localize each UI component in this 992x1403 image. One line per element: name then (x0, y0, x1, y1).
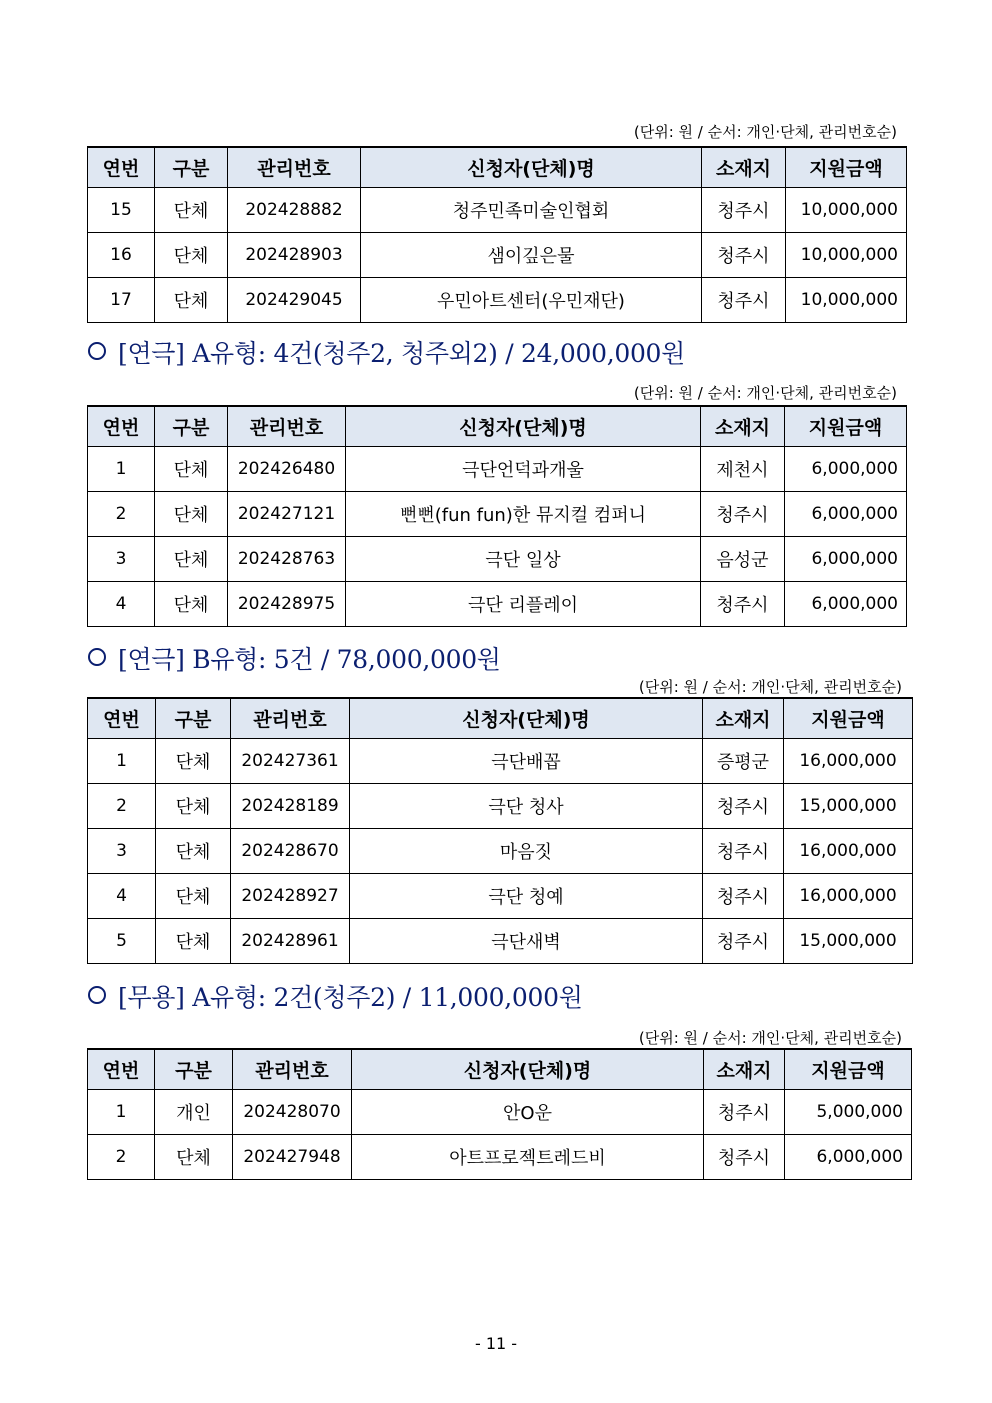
table-row (88, 1134, 912, 1179)
cell-location: 청주시 (703, 873, 784, 918)
cell-amount: 16,000,000 (784, 738, 913, 783)
col-header-no: 연번 (88, 1049, 155, 1089)
page-number: - 11 - (474, 1334, 518, 1353)
cell-amount: 15,000,000 (784, 783, 913, 828)
cell-type: 개인 (155, 1089, 233, 1134)
table-row (88, 536, 907, 581)
col-header-no: 연번 (88, 698, 156, 738)
cell-location: 음성군 (701, 536, 785, 581)
col-header-location: 소재지 (703, 698, 784, 738)
cell-id: 202428961 (231, 918, 350, 963)
cell-amount: 6,000,000 (785, 491, 907, 536)
cell-name: 마음짓 (350, 828, 703, 873)
cell-name: 극단 청예 (350, 873, 703, 918)
cell-no: 2 (88, 1134, 155, 1179)
cell-no: 1 (88, 1089, 155, 1134)
cell-amount: 6,000,000 (785, 536, 907, 581)
cell-name: 극단 청사 (350, 783, 703, 828)
cell-name: 안O운 (352, 1089, 704, 1134)
unit-note: (단위: 원 / 순서: 개인·단체, 관리번호순) (633, 123, 897, 141)
col-header-id: 관리번호 (228, 406, 346, 446)
unit-note: (단위: 원 / 순서: 개인·단체, 관리번호순) (638, 678, 902, 696)
cell-id: 202428763 (228, 536, 346, 581)
cell-location: 증평군 (703, 738, 784, 783)
support-table-theater-a (87, 405, 907, 627)
table-header-row (88, 698, 913, 738)
table-row (88, 1089, 912, 1134)
section-heading-theater-a (88, 334, 685, 370)
col-header-location: 소재지 (702, 147, 786, 187)
cell-location: 청주시 (704, 1089, 785, 1134)
cell-id: 202428189 (231, 783, 350, 828)
cell-no: 3 (88, 828, 156, 873)
table-header-row (88, 1049, 912, 1089)
cell-no: 1 (88, 738, 156, 783)
cell-name: 뻔뻔(fun fun)한 뮤지컬 컴퍼니 (346, 491, 701, 536)
cell-type: 단체 (155, 232, 228, 277)
cell-no: 2 (88, 783, 156, 828)
cell-name: 극단언덕과개울 (346, 446, 701, 491)
circle-bullet-icon (88, 648, 106, 666)
cell-amount: 16,000,000 (784, 828, 913, 873)
cell-location: 청주시 (701, 491, 785, 536)
cell-no: 3 (88, 536, 155, 581)
cell-type: 단체 (155, 581, 228, 626)
col-header-amount: 지원금액 (785, 1049, 912, 1089)
cell-name: 극단배꼽 (350, 738, 703, 783)
cell-amount: 6,000,000 (785, 581, 907, 626)
cell-amount: 5,000,000 (785, 1089, 912, 1134)
col-header-id: 관리번호 (233, 1049, 352, 1089)
cell-id: 202429045 (228, 277, 361, 322)
col-header-no: 연번 (88, 147, 155, 187)
col-header-name: 신청자(단체)명 (350, 698, 703, 738)
cell-type: 단체 (156, 873, 231, 918)
col-header-name: 신청자(단체)명 (346, 406, 701, 446)
cell-amount: 6,000,000 (785, 1134, 912, 1179)
cell-id: 202428927 (231, 873, 350, 918)
cell-no: 16 (88, 232, 155, 277)
table-row (88, 491, 907, 536)
cell-id: 202428975 (228, 581, 346, 626)
cell-id: 202426480 (228, 446, 346, 491)
cell-location: 제천시 (701, 446, 785, 491)
cell-amount: 10,000,000 (786, 232, 907, 277)
cell-type: 단체 (155, 491, 228, 536)
section-heading-text: [연극] B유형: 5건 / 78,000,000원 (118, 645, 501, 674)
table-row (88, 918, 913, 963)
cell-name: 샘이깊은물 (361, 232, 702, 277)
cell-location: 청주시 (704, 1134, 785, 1179)
section-heading-theater-b (88, 640, 501, 676)
col-header-amount: 지원금액 (785, 406, 907, 446)
col-header-name: 신청자(단체)명 (352, 1049, 704, 1089)
cell-no: 17 (88, 277, 155, 322)
cell-amount: 10,000,000 (786, 277, 907, 322)
cell-name: 우민아트센터(우민재단) (361, 277, 702, 322)
cell-type: 단체 (156, 828, 231, 873)
table-header-row (88, 147, 907, 187)
cell-id: 202428670 (231, 828, 350, 873)
table-row (88, 828, 913, 873)
cell-id: 202428882 (228, 187, 361, 232)
table-row (88, 187, 907, 232)
table-row (88, 446, 907, 491)
cell-type: 단체 (155, 1134, 233, 1179)
cell-amount: 6,000,000 (785, 446, 907, 491)
col-header-id: 관리번호 (231, 698, 350, 738)
col-header-id: 관리번호 (228, 147, 361, 187)
cell-type: 단체 (156, 783, 231, 828)
cell-no: 5 (88, 918, 156, 963)
circle-bullet-icon (88, 986, 106, 1004)
cell-name: 극단 일상 (346, 536, 701, 581)
cell-id: 202428903 (228, 232, 361, 277)
cell-name: 극단새벽 (350, 918, 703, 963)
table-row (88, 738, 913, 783)
cell-type: 단체 (155, 536, 228, 581)
cell-no: 2 (88, 491, 155, 536)
table-row (88, 873, 913, 918)
table-row (88, 581, 907, 626)
cell-location: 청주시 (703, 918, 784, 963)
col-header-no: 연번 (88, 406, 155, 446)
cell-type: 단체 (155, 446, 228, 491)
cell-id: 202428070 (233, 1089, 352, 1134)
cell-type: 단체 (155, 277, 228, 322)
cell-location: 청주시 (703, 783, 784, 828)
support-table-dance-a (87, 1048, 912, 1180)
col-header-name: 신청자(단체)명 (361, 147, 702, 187)
cell-id: 202427121 (228, 491, 346, 536)
cell-no: 4 (88, 873, 156, 918)
table-row (88, 783, 913, 828)
cell-location: 청주시 (702, 232, 786, 277)
cell-location: 청주시 (702, 187, 786, 232)
cell-amount: 15,000,000 (784, 918, 913, 963)
cell-amount: 10,000,000 (786, 187, 907, 232)
cell-type: 단체 (156, 918, 231, 963)
section-heading-dance-a (88, 978, 583, 1014)
section-heading-text: [연극] A유형: 4건(청주2, 청주외2) / 24,000,000원 (118, 339, 686, 368)
table-row (88, 232, 907, 277)
cell-id: 202427361 (231, 738, 350, 783)
cell-type: 단체 (155, 187, 228, 232)
cell-location: 청주시 (703, 828, 784, 873)
col-header-amount: 지원금액 (786, 147, 907, 187)
table-header-row (88, 406, 907, 446)
unit-note: (단위: 원 / 순서: 개인·단체, 관리번호순) (633, 384, 897, 402)
table-row (88, 277, 907, 322)
cell-no: 15 (88, 187, 155, 232)
cell-amount: 16,000,000 (784, 873, 913, 918)
cell-no: 1 (88, 446, 155, 491)
support-table-theater-b (87, 697, 913, 964)
col-header-location: 소재지 (701, 406, 785, 446)
support-table-visual-arts (87, 146, 907, 323)
cell-name: 극단 리플레이 (346, 581, 701, 626)
cell-no: 4 (88, 581, 155, 626)
col-header-type: 구분 (155, 147, 228, 187)
circle-bullet-icon (88, 342, 106, 360)
col-header-type: 구분 (156, 698, 231, 738)
cell-name: 아트프로젝트레드비 (352, 1134, 704, 1179)
col-header-location: 소재지 (704, 1049, 785, 1089)
cell-type: 단체 (156, 738, 231, 783)
section-heading-text: [무용] A유형: 2건(청주2) / 11,000,000원 (118, 983, 583, 1012)
cell-location: 청주시 (701, 581, 785, 626)
col-header-type: 구분 (155, 406, 228, 446)
cell-name: 청주민족미술인협회 (361, 187, 702, 232)
col-header-amount: 지원금액 (784, 698, 913, 738)
col-header-type: 구분 (155, 1049, 233, 1089)
cell-location: 청주시 (702, 277, 786, 322)
cell-id: 202427948 (233, 1134, 352, 1179)
unit-note: (단위: 원 / 순서: 개인·단체, 관리번호순) (638, 1029, 902, 1047)
